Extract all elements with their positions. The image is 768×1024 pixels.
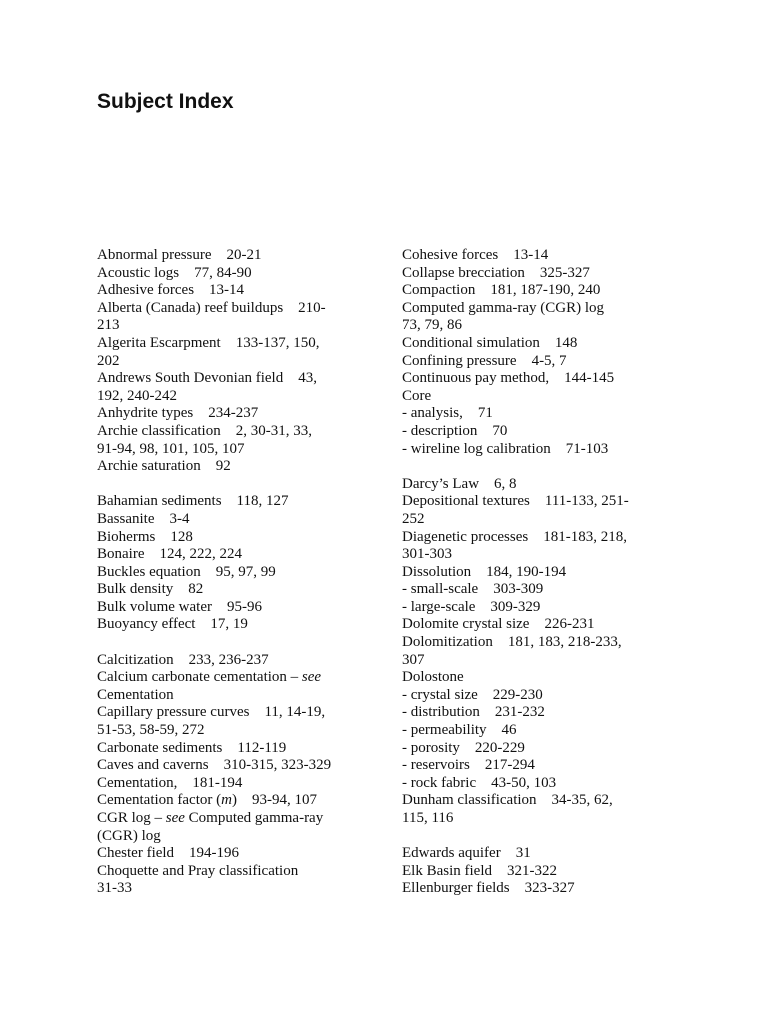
index-entry-line: [402, 740, 674, 758]
entry-text: - large-scale 309-329: [402, 598, 541, 615]
entry-text: - crystal size 229-230: [402, 686, 543, 703]
index-entry-line: [402, 634, 674, 652]
entry-text: - wireline log calibration 71-103: [402, 440, 609, 457]
entry-text: Bassanite 3-4: [97, 510, 190, 527]
index-entry-line: [402, 564, 674, 582]
index-entry-line: [97, 722, 369, 740]
entry-text: Adhesive forces 13-14: [97, 282, 245, 299]
entry-text: Dissolution 184, 190-194: [402, 563, 567, 580]
entry-text: Ellenburger fields 323-327: [402, 880, 575, 897]
entry-text: Dolomite crystal size 226-231: [402, 616, 595, 633]
entry-text: Archie saturation 92: [97, 458, 231, 475]
entry-text: 91-94, 98, 101, 105, 107: [97, 440, 245, 457]
index-entry-line: [97, 863, 369, 881]
entry-text: ) 93-94, 107: [231, 792, 317, 809]
index-column-right: [402, 247, 674, 898]
entry-text: - description 70: [402, 422, 508, 439]
entry-text: CGR log –: [97, 810, 166, 826]
entry-text: Confining pressure 4-5, 7: [402, 352, 567, 369]
index-entry-line: [97, 792, 369, 810]
entry-text: Diagenetic processes 181-183, 218,: [402, 528, 627, 545]
index-entry-line: [97, 687, 369, 705]
index-entry-line: [97, 616, 369, 634]
index-entry-line: [97, 757, 369, 775]
index-entry-line: [97, 353, 369, 371]
entry-text: Bulk volume water 95-96: [97, 598, 262, 615]
entry-text: Cementation: [97, 686, 174, 703]
index-entry-line: [97, 335, 369, 353]
index-entry-line: [402, 247, 674, 265]
section-spacer: [97, 476, 369, 494]
index-entry-line: [97, 458, 369, 476]
entry-text: 202: [97, 352, 120, 369]
page-title: Subject Index: [97, 90, 234, 113]
section-spacer: [97, 634, 369, 652]
entry-text: Alberta (Canada) reef buildups 210-: [97, 299, 326, 316]
entry-text: Core: [402, 387, 432, 404]
index-entry-line: [97, 546, 369, 564]
entry-text: - rock fabric 43-50, 103: [402, 774, 557, 791]
index-entry-line: [402, 353, 674, 371]
index-entry-line: [97, 265, 369, 283]
entry-text: - analysis, 71: [402, 405, 493, 422]
entry-text: 307: [402, 651, 425, 668]
index-entry-line: [402, 652, 674, 670]
index-entry-line: [402, 669, 674, 687]
index-entry-line: [402, 529, 674, 547]
index-entry-line: [97, 405, 369, 423]
entry-text: Bonaire 124, 222, 224: [97, 546, 242, 563]
entry-text: Abnormal pressure 20-21: [97, 247, 262, 263]
index-entry-line: [402, 810, 674, 828]
entry-text: - reservoirs 217-294: [402, 757, 535, 774]
index-entry-line: [402, 282, 674, 300]
index-entry-line: [402, 863, 674, 881]
entry-text: Continuous pay method, 144-145: [402, 370, 615, 387]
index-entry-line: [402, 792, 674, 810]
index-entry-line: [402, 546, 674, 564]
index-entry-line: [402, 388, 674, 406]
index-entry-line: [402, 317, 674, 335]
entry-text: Caves and caverns 310-315, 323-329: [97, 757, 332, 774]
section-spacer: [402, 828, 674, 846]
index-entry-line: [402, 441, 674, 459]
index-entry-line: [402, 493, 674, 511]
index-entry-line: [402, 300, 674, 318]
index-entry-line: [402, 757, 674, 775]
index-entry-line: [402, 704, 674, 722]
index-entry-line: [97, 599, 369, 617]
index-entry-line: [402, 370, 674, 388]
index-entry-line: [97, 740, 369, 758]
index-entry-line: [402, 511, 674, 529]
entry-text: (CGR) log: [97, 827, 161, 844]
index-entry-line: [97, 317, 369, 335]
entry-text: 213: [97, 317, 120, 334]
entry-text: Cementation factor (: [97, 792, 222, 809]
entry-text: Collapse brecciation 325-327: [402, 264, 590, 281]
entry-text: Edwards aquifer 31: [402, 845, 531, 862]
index-entry-line: [402, 581, 674, 599]
index-entry-line: [97, 493, 369, 511]
index-entry-line: [97, 423, 369, 441]
index-entry-line: [97, 247, 369, 265]
entry-text: Dunham classification 34-35, 62,: [402, 792, 613, 809]
entry-text: Conditional simulation 148: [402, 334, 578, 351]
index-entry-line: [402, 687, 674, 705]
entry-text: Bulk density 82: [97, 581, 204, 598]
index-entry-line: [402, 775, 674, 793]
entry-text: Dolostone: [402, 669, 464, 686]
index-entry-line: [402, 265, 674, 283]
entry-text: - small-scale 303-309: [402, 581, 544, 598]
index-entry-line: [97, 810, 369, 828]
entry-text: Cohesive forces 13-14: [402, 247, 549, 263]
italic-term: see: [165, 810, 185, 826]
entry-text: Elk Basin field 321-322: [402, 862, 557, 879]
entry-text: Calcitization 233, 236-237: [97, 651, 269, 668]
italic-term: see: [301, 669, 322, 686]
index-entry-line: [97, 669, 369, 687]
entry-text: Depositional textures 111-133, 251-: [402, 493, 629, 510]
italic-term: m: [221, 792, 232, 809]
entry-text: Dolomitization 181, 183, 218-233,: [402, 634, 622, 651]
index-entry-line: [402, 616, 674, 634]
entry-text: Andrews South Devonian field 43,: [97, 370, 317, 387]
entry-text: Algerita Escarpment 133-137, 150,: [97, 334, 320, 351]
index-entry-line: [402, 599, 674, 617]
entry-text: Choquette and Pray classification: [97, 862, 299, 879]
index-entry-line: [97, 880, 369, 898]
entry-text: Compaction 181, 187-190, 240: [402, 282, 601, 299]
entry-text: Acoustic logs 77, 84-90: [97, 264, 252, 281]
entry-text: Archie classification 2, 30-31, 33,: [97, 422, 312, 439]
entry-text: - porosity 220-229: [402, 739, 525, 756]
entry-text: Calcium carbonate cementation –: [97, 669, 302, 686]
index-entry-line: [97, 529, 369, 547]
entry-text: Computed gamma-ray: [184, 810, 324, 826]
entry-text: 301-303: [402, 546, 452, 563]
entry-text: Chester field 194-196: [97, 845, 240, 862]
entry-text: 73, 79, 86: [402, 317, 462, 334]
index-entry-line: [402, 845, 674, 863]
entry-text: Bioherms 128: [97, 528, 193, 545]
entry-text: Buoyancy effect 17, 19: [97, 616, 248, 633]
index-entry-line: [97, 511, 369, 529]
index-column-left: [97, 247, 369, 898]
index-entry-line: [402, 722, 674, 740]
index-entry-line: [97, 300, 369, 318]
index-entry-line: [97, 775, 369, 793]
entry-text: Carbonate sediments 112-119: [97, 739, 287, 756]
index-entry-line: [402, 476, 674, 494]
entry-text: - distribution 231-232: [402, 704, 545, 721]
index-entry-line: [402, 335, 674, 353]
entry-text: 31-33: [97, 880, 132, 897]
index-entry-line: [97, 441, 369, 459]
index-entry-line: [97, 845, 369, 863]
index-entry-line: [97, 564, 369, 582]
index-entry-line: [402, 405, 674, 423]
entry-text: 115, 116: [402, 810, 454, 826]
index-entry-line: [97, 581, 369, 599]
entry-text: Cementation, 181-194: [97, 774, 243, 791]
index-entry-line: [97, 282, 369, 300]
entry-text: Bahamian sediments 118, 127: [97, 493, 289, 510]
entry-text: Darcy’s Law 6, 8: [402, 475, 517, 492]
index-entry-line: [402, 423, 674, 441]
entry-text: Capillary pressure curves 11, 14-19,: [97, 704, 326, 721]
index-entry-line: [97, 388, 369, 406]
index-entry-line: [97, 370, 369, 388]
index-entry-line: [97, 704, 369, 722]
entry-text: Anhydrite types 234-237: [97, 405, 259, 422]
entry-text: 51-53, 58-59, 272: [97, 722, 205, 739]
section-spacer: [402, 458, 674, 476]
index-entry-line: [97, 828, 369, 846]
index-entry-line: [402, 880, 674, 898]
entry-text: Computed gamma-ray (CGR) log: [402, 299, 605, 316]
entry-text: - permeability 46: [402, 722, 517, 739]
entry-text: 192, 240-242: [97, 387, 177, 404]
entry-text: 252: [402, 510, 425, 527]
entry-text: Buckles equation 95, 97, 99: [97, 563, 276, 580]
index-entry-line: [97, 652, 369, 670]
